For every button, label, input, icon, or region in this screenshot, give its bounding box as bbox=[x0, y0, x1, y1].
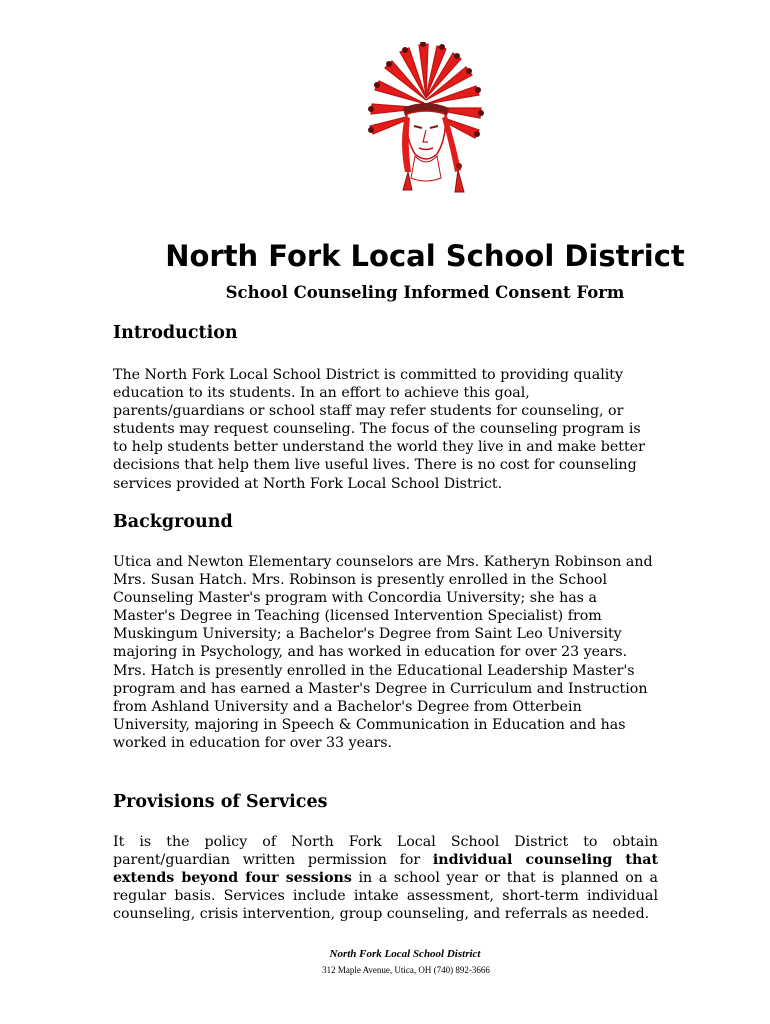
section-heading-provisions: Provisions of Services bbox=[113, 792, 328, 812]
footer-address: 312 Maple Avenue, Utica, OH (740) 892-3666 bbox=[322, 965, 490, 975]
provisions-text-bold: individual counseling that extends beyond four sessions bbox=[113, 852, 658, 887]
page-title: North Fork Local School District bbox=[165, 239, 685, 273]
footer-district-name: North Fork Local School District bbox=[329, 948, 481, 960]
provisions-text-end: in a school year or that is planned on a regular basis. Services include intake assessment, short-term individual counseling, crisis intervention, group counseling, and referrals as needed. bbox=[113, 870, 659, 923]
form-subtitle: School Counseling Informed Consent Form bbox=[225, 283, 625, 302]
paragraph-provisions bbox=[113, 833, 658, 923]
chief-headdress-mascot-icon bbox=[365, 42, 487, 196]
section-heading-introduction: Introduction bbox=[113, 323, 238, 343]
section-heading-background: Background bbox=[113, 512, 233, 532]
paragraph-introduction: The North Fork Local School District is committed to providing quality education to its students. In an effort to achieve this goal, parents/guardians or school staff may refer students for counseling, or students may request counseling. The focus of the counseling program is to help students better understand the world they live in and make better decisions that help them live useful lives. There is no cost for counseling services provided at North Fork Local School District. bbox=[113, 367, 645, 492]
provisions-text-start: It is the policy of North Fork Local School District to obtain parent/guardian written permission for bbox=[113, 834, 658, 869]
paragraph-background: Utica and Newton Elementary counselors are Mrs. Katheryn Robinson and Mrs. Susan Hatch. Mrs. Robinson is presently enrolled in the School Counseling Master's program with Concordia University; she has a Master's Degree in Teaching (licensed Intervention Specialist) from Muskingum University; a Bachelor's Degree from Saint Leo University majoring in Psychology, and has worked in education for over 23 years. Mrs. Hatch is presently enrolled in the Educational Leadership Master's program and has earned a Master's Degree in Curriculum and Instruction from Ashland University and a Bachelor's Degree from Otterbein University, majoring in Speech & Communication in Education and has worked in education for over 33 years. bbox=[113, 554, 653, 751]
